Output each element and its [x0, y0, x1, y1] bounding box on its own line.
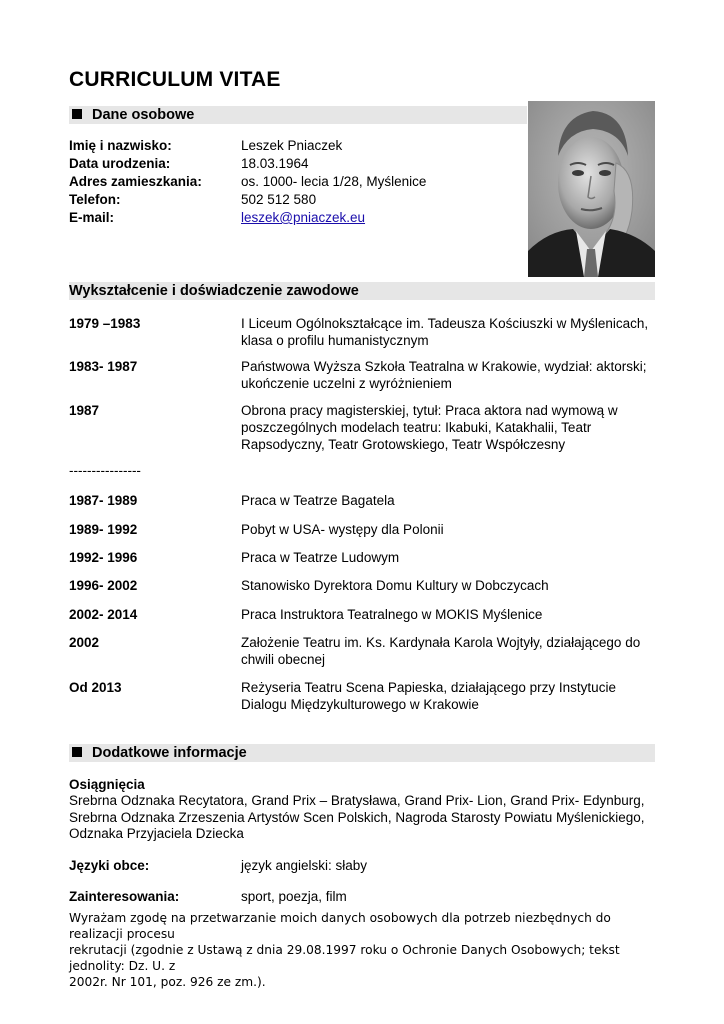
- achievements-line-3: Odznaka Przyjaciela Dziecka: [69, 826, 244, 841]
- achievements-line-1: Srebrna Odznaka Recytatora, Grand Prix – Bratysława, Grand Prix- Lion, Grand Prix- Edynburg,: [69, 793, 645, 808]
- education-years-3: 1987: [69, 403, 100, 418]
- experience-years-3: 1992- 1996: [69, 550, 138, 565]
- education-desc-3-line3: Rapsodyczny, Teatr Grotowskiego, Teatr Współczesny: [241, 437, 566, 452]
- value-name: Leszek Pniaczek: [241, 138, 343, 153]
- education-desc-2-line2: ukończenie uczelni z wyróżnieniem: [241, 376, 452, 391]
- experience-desc-6-line2: chwili obecnej: [241, 652, 326, 667]
- experience-desc-7-line2: Dialogu Międzykulturowego w Krakowie: [241, 697, 479, 712]
- consent-line-1: Wyrażam zgodę na przetwarzanie moich danych osobowych dla potrzeb niezbędnych do realizacji procesu: [69, 911, 611, 941]
- experience-desc-2: Pobyt w USA- występy dla Polonii: [241, 522, 444, 537]
- section-title-additional: [72, 744, 247, 762]
- label-phone: Telefon:: [69, 192, 121, 207]
- label-name: Imię i nazwisko:: [69, 138, 172, 153]
- experience-years-1: 1987- 1989: [69, 493, 138, 508]
- section-title-education: Wykształcenie i doświadczenie zawodowe: [69, 283, 359, 299]
- education-desc-1: [241, 315, 661, 349]
- experience-desc-1: Praca w Teatrze Bagatela: [241, 493, 395, 508]
- achievements-text: [69, 793, 669, 843]
- education-desc-3-line1: Obrona pracy magisterskiej, tytuł: Praca aktora nad wymową w: [241, 403, 618, 418]
- interests-value: sport, poezja, film: [241, 889, 347, 904]
- languages-value: język angielski: słaby: [241, 858, 368, 873]
- consent-line-3: 2002r. Nr 101, poz. 926 ze zm.).: [69, 975, 266, 989]
- experience-desc-6-line1: Założenie Teatru im. Ks. Kardynała Karola Wojtyły, działającego do: [241, 635, 641, 650]
- email-link[interactable]: leszek@pniaczek.eu: [241, 210, 366, 225]
- consent-line-2: rekrutacji (zgodnie z Ustawą z dnia 29.08.1997 roku o Ochronie Danych Osobowych; tekst jednolity: Dz. U. z: [69, 943, 620, 973]
- education-desc-1-line2: klasa o profilu humanistycznym: [241, 333, 429, 348]
- section-title-personal-text: Dane osobowe: [92, 107, 195, 123]
- experience-desc-7: [241, 679, 661, 713]
- value-birthdate: 18.03.1964: [241, 156, 309, 171]
- education-desc-2: [241, 358, 661, 392]
- interests-label: Zainteresowania:: [69, 889, 180, 904]
- square-bullet-icon: [72, 747, 82, 757]
- education-desc-2-line1: Państwowa Wyższa Szkoła Teatralna w Krakowie, wydział: aktorski;: [241, 359, 647, 374]
- experience-desc-4: Stanowisko Dyrektora Domu Kultury w Dobczycach: [241, 578, 549, 593]
- consent-clause: [69, 910, 659, 990]
- page-title: CURRICULUM VITAE: [69, 68, 281, 91]
- achievements-label: Osiągnięcia: [69, 777, 145, 792]
- experience-desc-3: Praca w Teatrze Ludowym: [241, 550, 400, 565]
- label-birthdate: Data urodzenia:: [69, 156, 171, 171]
- label-email: E-mail:: [69, 210, 115, 225]
- experience-years-7: Od 2013: [69, 680, 122, 695]
- label-address: Adres zamieszkania:: [69, 174, 202, 189]
- education-desc-3-line2: poszczególnych modelach teatru: Ikabuki, Katakhalii, Teatr: [241, 420, 592, 435]
- education-years-2: 1983- 1987: [69, 359, 138, 374]
- value-phone: 502 512 580: [241, 192, 317, 207]
- experience-years-6: 2002: [69, 635, 100, 650]
- experience-desc-5: Praca Instruktora Teatralnego w MOKIS Myślenice: [241, 607, 543, 622]
- experience-years-2: 1989- 1992: [69, 522, 138, 537]
- experience-desc-6: [241, 634, 661, 668]
- education-desc-1-line1: I Liceum Ogólnokształcące im. Tadeusza Kościuszki w Myślenicach,: [241, 316, 649, 331]
- achievements-line-2: Srebrna Odznaka Zrzeszenia Artystów Scen Polskich, Nagroda Starosty Powiatu Myślenickiego,: [69, 809, 645, 825]
- education-years-1: 1979 –1983: [69, 316, 141, 331]
- education-desc-3: [241, 402, 661, 453]
- square-bullet-icon: [72, 109, 82, 119]
- section-title-personal: [72, 106, 194, 124]
- experience-years-4: 1996- 2002: [69, 578, 138, 593]
- experience-desc-7-line1: Reżyseria Teatru Scena Papieska, działającego przy Instytucie: [241, 680, 616, 695]
- section-title-additional-text: Dodatkowe informacje: [92, 745, 247, 761]
- experience-years-5: 2002- 2014: [69, 607, 138, 622]
- portrait-photo: [528, 101, 655, 277]
- separator-line: ----------------: [69, 463, 141, 478]
- languages-label: Języki obce:: [69, 858, 150, 873]
- value-address: os. 1000- lecia 1/28, Myślenice: [241, 174, 427, 189]
